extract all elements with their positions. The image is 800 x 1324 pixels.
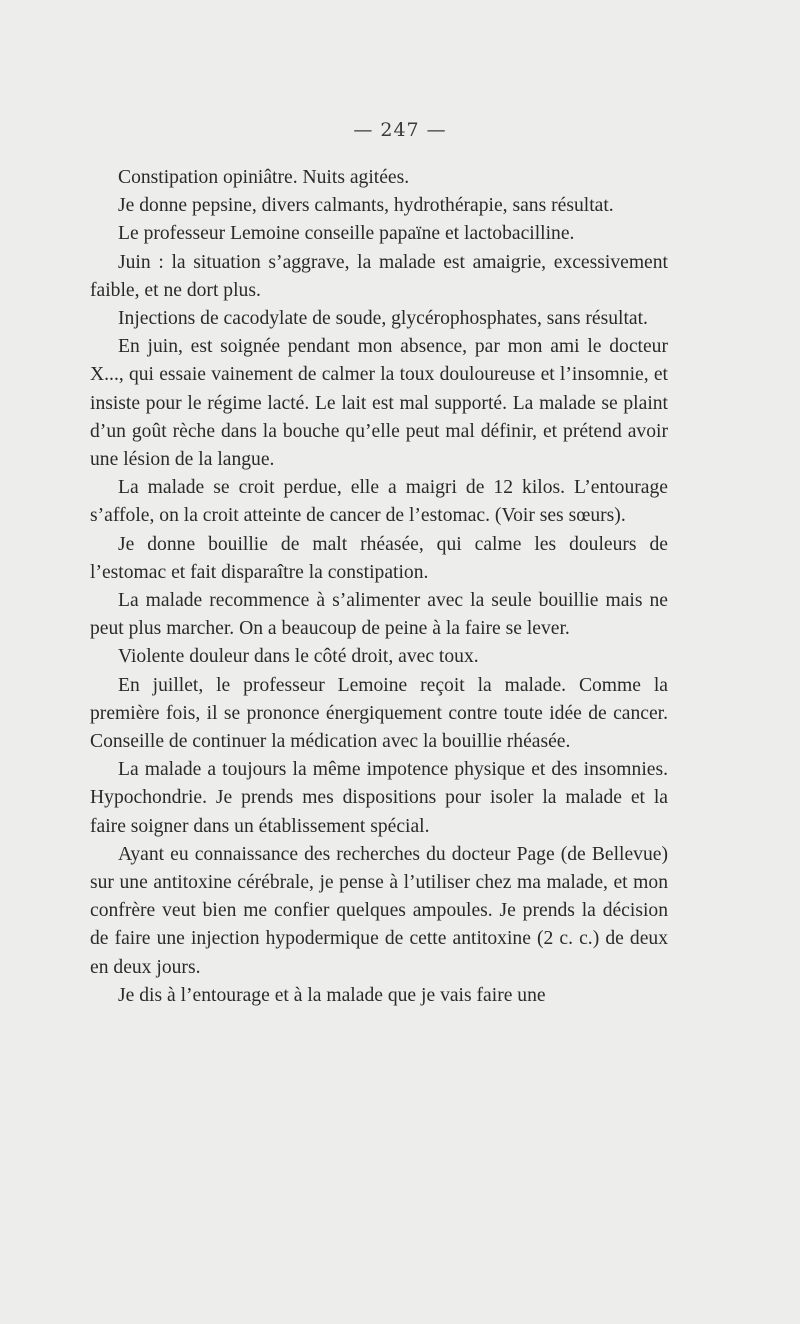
body-text — [90, 164, 668, 1010]
paragraph: En juillet, le professeur Lemoine reçoit la malade. Comme la première fois, il se prononce énergiquement contre toute idée de cancer. Conseille de continuer la médication avec la bouillie rhéasée. — [90, 674, 668, 753]
paragraph: En juin, est soignée pendant mon absence, par mon ami le docteur X..., qui essaie vainement de calmer la toux douloureuse et l’insomnie, et insiste pour le régime lacté. Le lait est mal supporté. La malade se plaint d’un goût rèche dans la bouche qu’elle peut mal définir, et prétend avoir une lésion de la langue. — [90, 336, 668, 471]
paragraph: Violente douleur dans le côté droit, avec toux. — [118, 646, 479, 668]
paragraph: Ayant eu connaissance des recherches du docteur Page (de Bellevue) sur une antitoxine cérébrale, je pense à l’utiliser chez ma malade, et mon confrère veut bien me confier quelques ampoules. Je prends la décision de faire une injection hypodermique de cette antitoxine (2 c. c.) de deux en deux jours. — [90, 843, 668, 978]
paragraph: La malade recommence à s’alimenter avec la seule bouillie mais ne peut plus marcher. On a beaucoup de peine à la faire se lever. — [90, 590, 668, 640]
paragraph: Je donne bouillie de malt rhéasée, qui calme les douleurs de l’estomac et fait disparaître la constipation. — [90, 533, 668, 583]
paragraph: Juin : la situation s’aggrave, la malade est amaigrie, excessivement faible, et ne dort plus. — [90, 251, 668, 301]
paragraph: Je dis à l’entourage et à la malade que je vais faire une — [118, 984, 546, 1006]
paragraph: Le professeur Lemoine conseille papaïne et lactobacilline. — [118, 223, 575, 245]
paragraph: Injections de cacodylate de soude, glycérophosphates, sans résultat. — [118, 308, 648, 330]
paragraph: Constipation opiniâtre. Nuits agitées. — [118, 167, 410, 188]
paragraph: La malade se croit perdue, elle a maigri de 12 kilos. L’entourage s’affole, on la croit atteinte de cancer de l’estomac. (Voir ses sœurs). — [90, 477, 668, 527]
page-number: — 247 — — [353, 119, 447, 141]
paragraph: Je donne pepsine, divers calmants, hydrothérapie, sans résultat. — [118, 195, 614, 217]
paragraph: La malade a toujours la même impotence physique et des insomnies. Hypochondrie. Je prends mes dispositions pour isoler la malade et la faire soigner dans un établissement spécial. — [90, 759, 668, 837]
